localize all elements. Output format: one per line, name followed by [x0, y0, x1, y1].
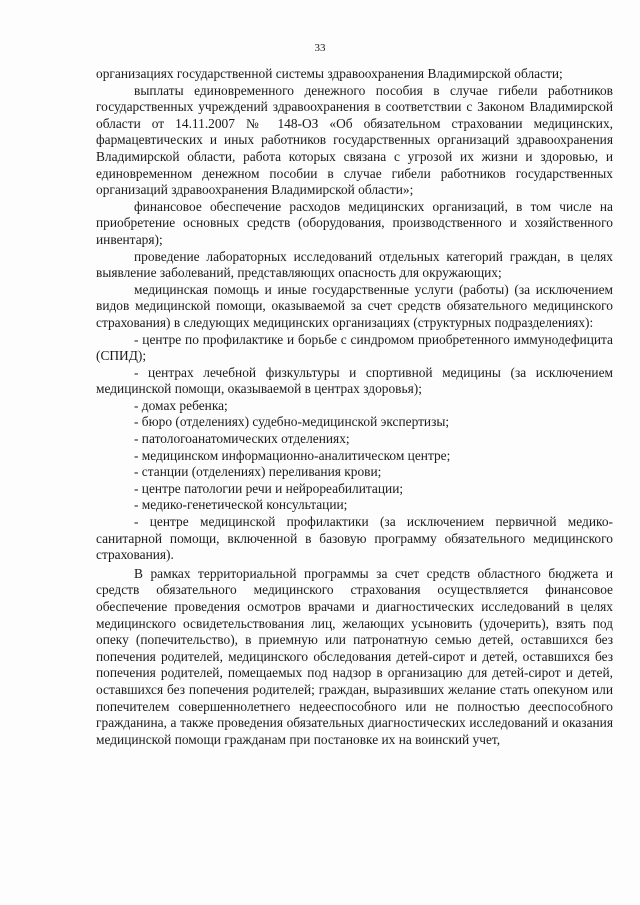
list-item-info-center: - медицинском информационно-аналитическом центре; — [134, 447, 451, 463]
list-item-aids-center: - центре по профилактике и борьбе с синдромом приобретенного иммунодефицита (СПИД); — [96, 331, 613, 364]
list-item-speech-center: - центре патологии речи и нейрореабилитации; — [134, 480, 404, 496]
page-number: 33 — [314, 42, 326, 54]
paragraph-1: организациях государственной системы здравоохранения Владимирской области; — [96, 66, 563, 81]
paragraph-4: проведение лабораторных исследований отдельных категорий граждан, в целях выявление заболеваний, представляющих опасность для окружающих; — [96, 248, 613, 281]
list-item-prevention-center: - центре медицинской профилактики (за исключением первичной медико-санитарной помощи, включенной в базовую программу обязательного медицинского страхования). — [96, 514, 613, 563]
list-item-pathology: - патологоанатомических отделениях; — [134, 431, 350, 447]
list-item-genetic-consult: - медико-генетической консультации; — [134, 497, 348, 513]
list-item-blood-station: - станции (отделениях) переливания крови; — [134, 464, 382, 480]
list-item-sports-medicine: - центрах лечебной физкультуры и спортивной медицины (за исключением медицинской помощи, оказываемой в центрах здоровья); — [96, 364, 613, 397]
paragraph-territorial-program: В рамках территориальной программы за счет средств областного бюджета и средств обязательного медицинского страхования осуществляется финансовое обеспечение проведения осмотров врачами и диагностических исследований в целях медицинского освидетельствования лиц, желающих усыновить (удочерить), взять под опеку (попечительство), в приемную или патронатную семью детей, оставшихся без попечения родителей, медицинского обследования детей-сирот и детей, оставшихся без попечения родителей, помещаемых под надзор в организацию для детей-сирот и детей, оставшихся без попечения родителей; граждан, выразивших желание стать опекуном или попечителем совершеннолетнего недееспособного или не полностью дееспособного гражданина, а также проведения обязательных диагностических исследований и оказания медицинской помощи гражданам при постановке их на воинский учет, — [96, 565, 613, 747]
paragraph-5: медицинская помощь и иные государственные услуги (работы) (за исключением видов медицинской помощи, оказываемой за счет средств обязательного медицинского страхования) в следующих медицинских организациях (структурных подразделениях): — [96, 281, 613, 330]
paragraph-3: финансовое обеспечение расходов медицинских организаций, в том числе на приобретение основных средств (оборудования, производственного и хозяйственного инвентаря); — [96, 198, 613, 247]
list-item-children-homes: - домах ребенка; — [134, 397, 228, 413]
paragraph-2: выплаты единовременного денежного пособия в случае гибели работников государственных учреждений здравоохранения в соответствии с Законом Владимирской области от 14.11.2007 № 148-ОЗ «Об обязательном страховании медицинских, фармацевтических и иных работников государственных организаций здравоохранения Владимирской области, работа которых связана с угрозой их жизни и здоровью, и единовременном денежном пособии в случае гибели работников государственных организаций здравоохранения Владимирской области»; — [96, 82, 613, 198]
list-item-forensic-bureau: - бюро (отделениях) судебно-медицинской экспертизы; — [134, 414, 450, 430]
document-body — [96, 66, 613, 748]
